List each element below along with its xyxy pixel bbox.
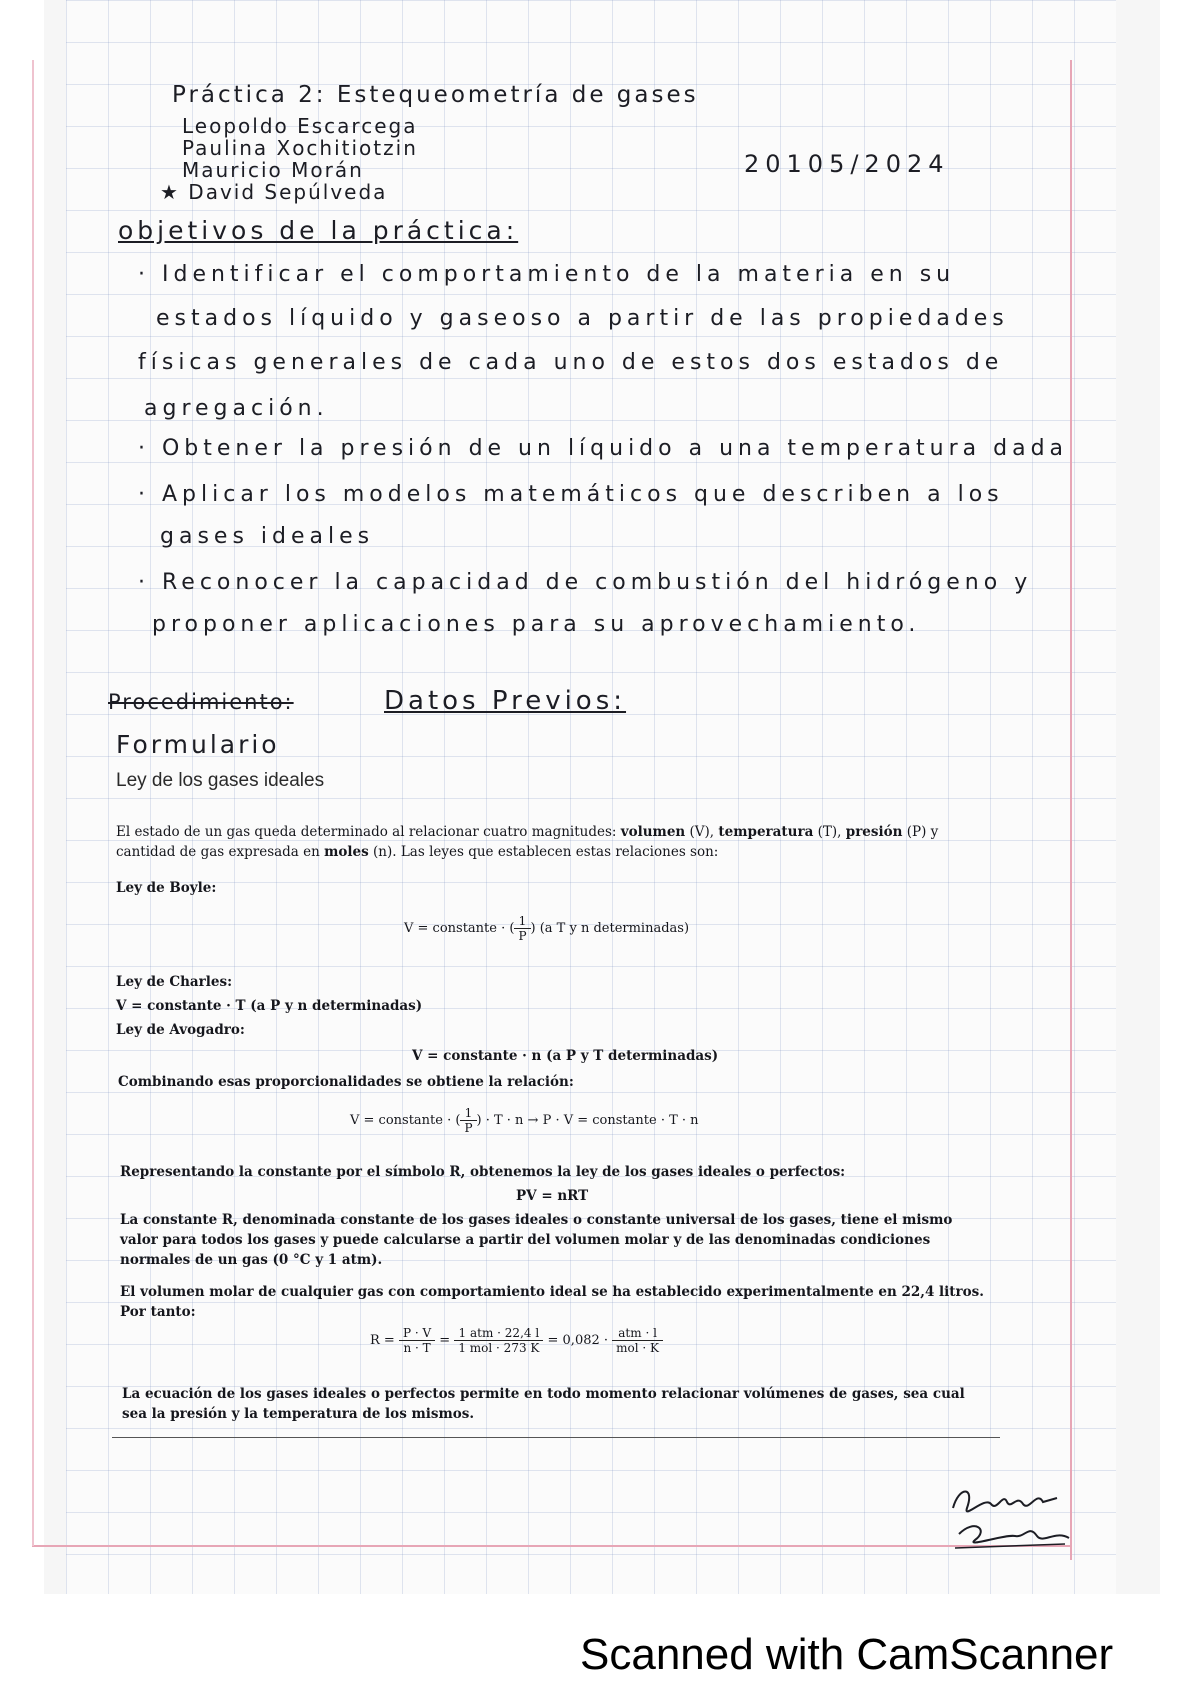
constant-paragraph: La constante R, denominada constante de los gases ideales o constante universal de los gases, tiene el mismo valor para todos los gases y puede calcularse a partir del volumen molar y de las denominadas condiciones normales de un gas (0 °C y 1 atm).	[120, 1212, 953, 1268]
objective-line: proponer aplicaciones para su aprovechamiento.	[152, 612, 921, 637]
signature-icon	[945, 1478, 1075, 1558]
objective-line: · Obtener la presión de un líquido a una temperatura dada	[138, 436, 1069, 461]
author-name: Mauricio Morán	[182, 158, 364, 182]
boyle-label: Ley de Boyle:	[116, 880, 217, 896]
procedure-crossed: Procedimiento:	[108, 690, 294, 714]
combined-formula: V = constante · ( $\frac{1}{P}$ ) · T · n → P · V = constante · T · n	[350, 1106, 699, 1135]
author-name: ★ David Sepúlveda	[160, 180, 388, 204]
objective-line: · Aplicar los modelos matemáticos que describen a los	[138, 482, 1004, 507]
avogadro-formula: V = constante · n (a P y T determinadas)	[412, 1048, 719, 1064]
objective-line: · Identificar el comportamiento de la materia en su	[138, 262, 956, 287]
intro-paragraph: El estado de un gas queda determinado al relacionar cuatro magnitudes: volumen (V), temperatura (T), presión (P) y cantidad de gas expresada en moles (n). Las leyes que establecen estas relaciones son:	[116, 824, 939, 860]
objectives-heading: objetivos de la práctica:	[118, 216, 519, 245]
represent-text: Representando la constante por el símbolo R, obtenemos la ley de los gases ideales o perfectos:	[120, 1164, 846, 1180]
margin-line-left	[32, 60, 34, 1546]
objective-line: agregación.	[144, 396, 329, 421]
objective-line: · Reconocer la capacidad de combustión del hidrógeno y	[138, 570, 1033, 595]
margin-line-bottom	[32, 1545, 1072, 1547]
margin-line-right	[1070, 60, 1072, 1560]
ideal-gas-equation: PV = nRT	[516, 1188, 589, 1204]
objective-line: físicas generales de cada uno de estos dos estados de	[138, 350, 1004, 375]
molar-volume-text: El volumen molar de cualquier gas con comportamiento ideal se ha establecido experimentalmente en 22,4 litros. Por tanto:	[120, 1284, 984, 1320]
ideal-gas-law-heading: Ley de los gases ideales	[116, 770, 325, 791]
author-name: Paulina Xochitiotzin	[182, 136, 418, 160]
charles-formula: V = constante · T (a P y n determinadas)	[116, 998, 423, 1014]
closing-text: La ecuación de los gases ideales o perfectos permite en todo momento relacionar volúmenes de gases, sea cual sea la presión y la temperatura de los mismos.	[122, 1386, 965, 1422]
date: 20105/2024	[744, 150, 950, 178]
author-name: Leopoldo Escarcega	[182, 114, 418, 138]
previous-data-heading: Datos Previos:	[384, 686, 627, 716]
formulario-heading: Formulario	[116, 730, 280, 759]
combining-text: Combinando esas proporcionalidades se obtiene la relación:	[118, 1074, 574, 1090]
charles-label: Ley de Charles:	[116, 974, 233, 990]
scanner-watermark: Scanned with CamScanner	[580, 1630, 1114, 1679]
objective-line: estados líquido y gaseoso a partir de las propiedades	[156, 306, 1009, 331]
practice-title: Práctica 2: Estequeometría de gases	[172, 82, 699, 108]
avogadro-label: Ley de Avogadro:	[116, 1022, 245, 1038]
rule-line	[112, 1437, 1000, 1438]
boyle-formula: V = constante · ( $\frac{1}{P}$ ) (a T y n determinadas)	[404, 914, 690, 943]
r-constant-formula: R = $\frac{P \cdot V}{n \cdot T}$ = $\frac{\text{1 atm · 22,4 l}}{\text{1 mol · 273 K}}$ = 0,082 · $\frac{\text{atm · l}}{\text{mol · K}}$	[370, 1326, 663, 1355]
objective-line: gases ideales	[160, 524, 375, 549]
